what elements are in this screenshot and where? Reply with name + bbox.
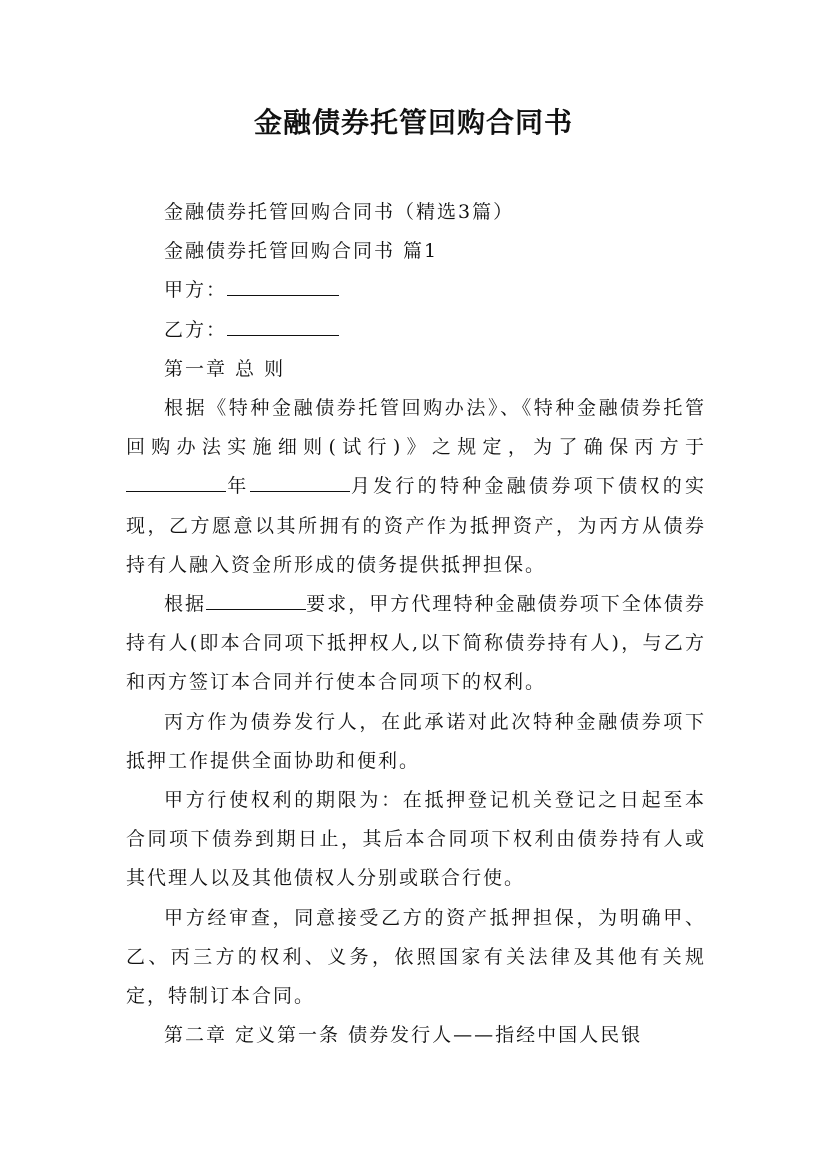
paragraph-2-part1: 根据 (164, 593, 207, 616)
paragraph-2-part2: 要求，甲方代理特种金融债券项下全体债券持有人(即本合同项下抵押权人,以下简称债券持有人)，与乙方和丙方签订本合同并行使本合同项下的权利。 (126, 593, 706, 694)
paragraph-6: 第二章 定义第一条 债券发行人——指经中国人民银 (164, 1024, 643, 1047)
month-blank (250, 471, 350, 492)
paragraph-5: 甲方经审查，同意接受乙方的资产抵押担保，为明确甲、乙、丙三方的权利、义务，依照国家有关法律及其他有关规定，特制订本合同。 (126, 906, 706, 1008)
subtitle: 金融债券托管回购合同书（精选3篇） (164, 201, 515, 223)
chapter1-heading: 第一章 总 则 (164, 357, 286, 380)
year-blank (126, 471, 226, 492)
paragraph-3: 丙方作为债券发行人，在此承诺对此次特种金融债券项下抵押工作提供全面协助和便利。 (126, 710, 706, 772)
paragraph-1-part2: 月发行的特种金融债券项下债权的实现，乙方愿意以其所拥有的资产作为抵押资产，为丙方从债券持有人融入资金所形成的债务提供抵押担保。 (126, 475, 706, 576)
document-body (126, 193, 706, 1055)
party-b-blank (227, 315, 339, 336)
paragraph-2 (126, 585, 706, 703)
section-heading: 金融债券托管回购合同书 篇1 (164, 240, 439, 263)
party-b-line (126, 311, 706, 350)
year-label: 年 (226, 475, 250, 498)
party-a-blank (227, 275, 339, 296)
party-a-line (126, 271, 706, 310)
party-a-label: 甲方： (164, 279, 228, 302)
paragraph-1-part1: 根据《特种金融债券托管回购办法》、《特种金融债券托管回购办法实施细则(试行)》之规定，为了确保丙方于 (126, 397, 706, 459)
paragraph-1 (126, 389, 706, 585)
party-b-label: 乙方： (164, 318, 228, 341)
requirement-blank (206, 589, 306, 610)
document-title: 金融债券托管回购合同书 (253, 106, 573, 139)
paragraph-4: 甲方行使权利的期限为：在抵押登记机关登记之日起至本合同项下债券到期日止，其后本合同项下权利由债券持有人或其代理人以及其他债权人分别或联合行使。 (126, 789, 706, 890)
